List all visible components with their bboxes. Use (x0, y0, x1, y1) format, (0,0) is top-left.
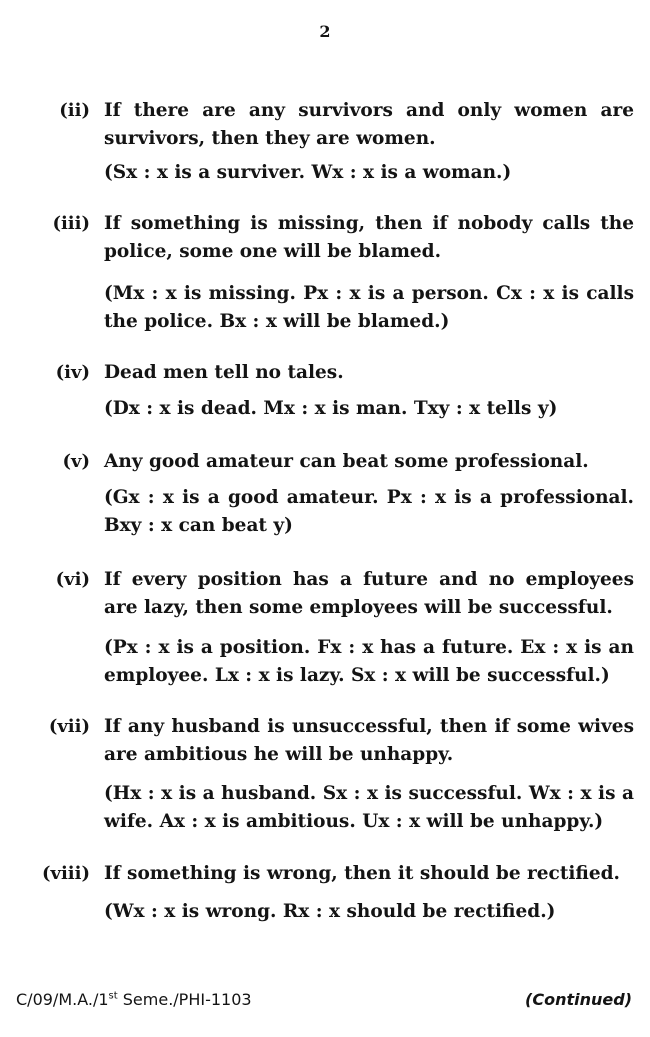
item-marker: (iv) (55, 362, 90, 383)
item-statement: If any husband is unsuccessful, then if some wives are ambitious he will be unhappy. (104, 716, 634, 765)
item-symbol-key: (Sx : x is a surviver. Wx : x is a woman.) (104, 162, 512, 183)
page-number: 2 (319, 22, 331, 41)
item-statement: If there are any survivors and only women are survivors, then they are women. (104, 100, 634, 149)
paper-code-suffix: Seme./PHI-1103 (117, 990, 252, 1009)
paper-code-superscript: st (108, 990, 118, 1002)
item-marker: (iii) (52, 213, 90, 234)
item-symbol-key: (Dx : x is dead. Mx : x is man. Txy : x tells y) (104, 398, 558, 419)
item-statement: If something is wrong, then it should be rectified. (104, 863, 620, 884)
item-statement: Any good amateur can beat some professional. (104, 451, 589, 472)
item-marker: (vi) (55, 569, 90, 590)
item-symbol-key: (Px : x is a position. Fx : x has a future. Ex : x is an employee. Lx : x is lazy. Sx : x will be successful.) (104, 637, 634, 686)
item-symbol-key: (Mx : x is missing. Px : x is a person. Cx : x is calls the police. Bx : x will be blamed.) (104, 283, 634, 332)
item-symbol-key: (Hx : x is a husband. Sx : x is successful. Wx : x is a wife. Ax : x is ambitious. Ux : x will be unhappy.) (104, 783, 634, 832)
item-marker: (viii) (41, 863, 90, 884)
item-statement: If every position has a future and no employees are lazy, then some employees will be successful. (104, 569, 634, 618)
item-marker: (ii) (59, 100, 90, 121)
paper-code (16, 990, 252, 1009)
item-statement: If something is missing, then if nobody calls the police, some one will be blamed. (104, 213, 634, 262)
paper-code-prefix: C/09/M.A./1 (16, 990, 109, 1009)
item-marker: (vii) (48, 716, 90, 737)
item-symbol-key: (Wx : x is wrong. Rx : x should be rectified.) (104, 901, 556, 922)
item-statement: Dead men tell no tales. (104, 362, 344, 383)
item-marker: (v) (62, 451, 90, 472)
item-symbol-key: (Gx : x is a good amateur. Px : x is a professional. Bxy : x can beat y) (104, 487, 634, 536)
continued-label: (Continued) (525, 990, 632, 1009)
